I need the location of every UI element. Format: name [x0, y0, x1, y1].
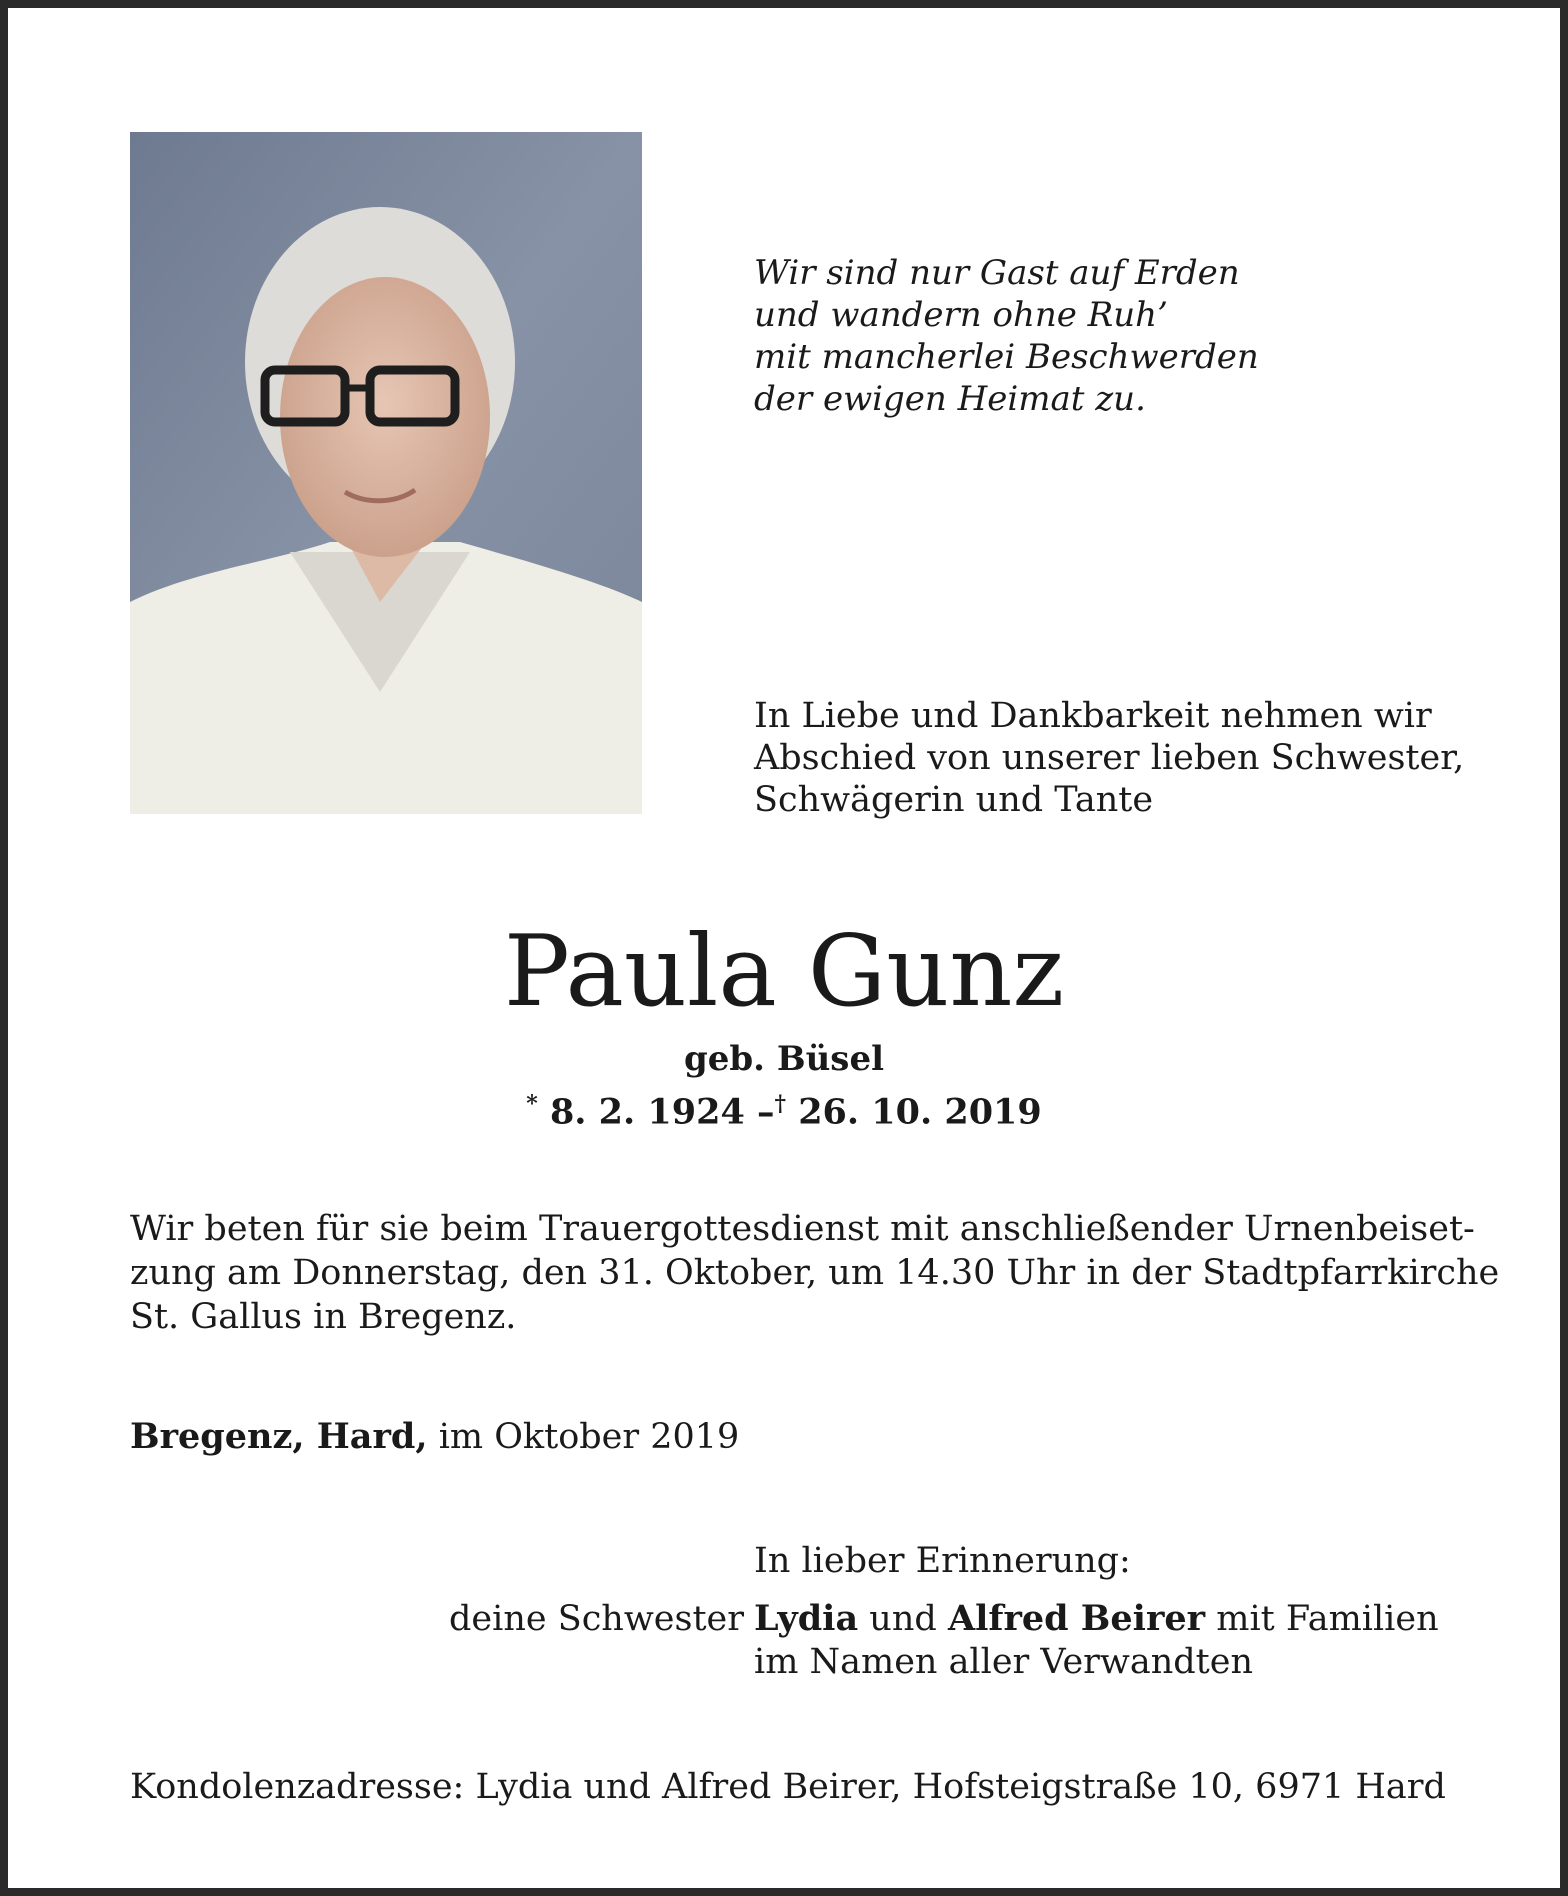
deceased-name: Paula Gunz [503, 915, 1065, 1029]
signature-heading: In lieber Erinnerung: [754, 1541, 1131, 1581]
service-line: St. Gallus in Bregenz. [130, 1297, 517, 1337]
verse-line: der ewigen Heimat zu. [754, 379, 1146, 419]
signature-conjunction: und [869, 1599, 937, 1639]
portrait-photo [130, 132, 642, 814]
signature-prefix: deine Schwester [449, 1599, 744, 1639]
notice-date: im Oktober 2019 [438, 1417, 740, 1457]
signature-names [754, 1598, 1439, 1640]
signature-name-1: Lydia [754, 1598, 859, 1639]
birth-symbol: * [526, 1091, 538, 1117]
condolence-address: Kondolenzadresse: Lydia und Alfred Beirer, Hofsteigstraße 10, 6971 Hard [130, 1767, 1446, 1807]
date-separator: – [756, 1091, 775, 1133]
deceased-name-heading [0, 912, 1568, 1032]
farewell-intro [754, 695, 1464, 821]
service-line: zung am Donnerstag, den 31. Oktober, um 14.30 Uhr in der Stadtpfarrkirche [130, 1253, 1500, 1293]
birth-name: geb. Büsel [684, 1039, 884, 1079]
signature-name-2: Alfred Beirer [947, 1598, 1206, 1639]
signature-line-2: im Namen aller Verwandten [754, 1642, 1253, 1682]
verse-line: und wandern ohne Ruh’ [754, 295, 1168, 335]
death-symbol: † [774, 1091, 786, 1117]
place-and-date [130, 1416, 739, 1458]
verse-line: Wir sind nur Gast auf Erden [754, 253, 1240, 293]
death-date: 26. 10. 2019 [798, 1091, 1042, 1133]
verse-line: mit mancherlei Beschwerden [754, 337, 1259, 377]
intro-line: In Liebe und Dankbarkeit nehmen wir [754, 696, 1432, 736]
birth-date: 8. 2. 1924 [549, 1091, 745, 1133]
service-line: Wir beten für sie beim Trauergottesdienst mit anschließender Urnenbeiset- [130, 1209, 1475, 1249]
memorial-verse [754, 252, 1259, 420]
signature-suffix: mit Familien [1216, 1599, 1439, 1639]
life-dates [0, 1083, 1568, 1134]
places: Bregenz, Hard, [130, 1416, 428, 1457]
intro-line: Abschied von unserer lieben Schwester, [754, 738, 1465, 778]
funeral-service-info [130, 1207, 1499, 1339]
intro-line: Schwägerin und Tante [754, 780, 1154, 820]
